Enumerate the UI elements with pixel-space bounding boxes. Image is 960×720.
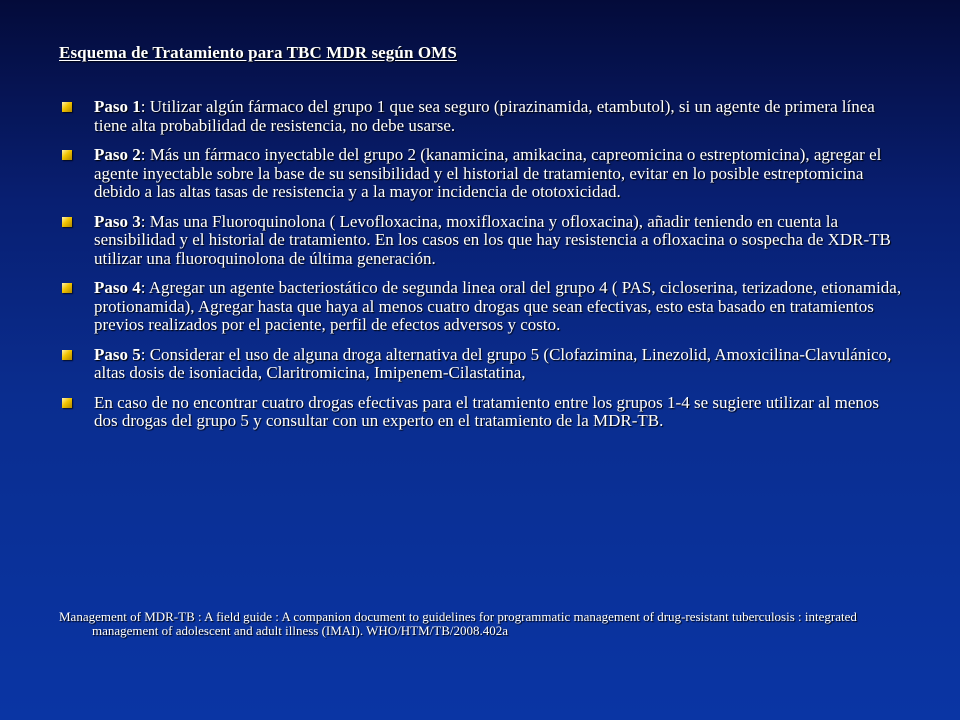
- list-item: [59, 279, 905, 335]
- step-label: Paso 5: [94, 344, 141, 364]
- list-item: [59, 98, 905, 135]
- list-item: [59, 394, 905, 431]
- slide-title: Esquema de Tratamiento para TBC MDR según OMS: [59, 43, 457, 62]
- square-bullet-icon: [62, 150, 72, 160]
- step-text: : Más un fármaco inyectable del grupo 2 (kanamicina, amikacina, capreomicina o estreptomicina), agregar el agente inyectable sobre la base de su sensibilidad y el historial de tratamiento, evitar en lo posible estreptomicina debido a las altas tasas de resistencia y a la mayor incidencia de ototoxicidad.: [94, 145, 882, 201]
- square-bullet-icon: [62, 217, 72, 227]
- step-text: : Agregar un agente bacteriostático de segunda linea oral del grupo 4 ( PAS, cicloserina, terizadone, etionamida, protionamida), Agregar hasta que haya al menos cuatro drogas que sean efectivas, esto esta basado en tratamientos previos realizados por el paciente, perfil de efectos adversos y costo.: [94, 278, 902, 334]
- square-bullet-icon: [62, 102, 72, 112]
- step-label: Paso 3: [94, 211, 141, 231]
- list-item: [59, 213, 905, 269]
- step-label: Paso 4: [94, 278, 141, 297]
- step-text: : Mas una Fluoroquinolona ( Levofloxacina, moxifloxacina y ofloxacina), añadir teniendo en cuenta la sensibilidad y el historial de tratamiento. En los casos en los que hay resistencia a ofloxacina o sospecha de XDR-TB utilizar una fluoroquinolona de última generación.: [94, 211, 891, 268]
- step-text: : Utilizar algún fármaco del grupo 1 que sea seguro (pirazinamida, etambutol), si un agente de primera línea tiene alta probabilidad de resistencia, no debe usarse.: [94, 97, 875, 135]
- step-text: En caso de no encontrar cuatro drogas efectivas para el tratamiento entre los grupos 1-4 se sugiere utilizar al menos dos drogas del grupo 5 y consultar con un experto en el tratamiento de la MDR-TB.: [94, 392, 880, 430]
- square-bullet-icon: [62, 350, 72, 360]
- square-bullet-icon: [62, 283, 72, 293]
- step-label: Paso 1: [94, 97, 141, 116]
- list-item: [59, 146, 905, 202]
- bullet-list: [59, 98, 905, 442]
- reference-footnote: [59, 610, 899, 638]
- step-label: Paso 2: [94, 145, 141, 164]
- square-bullet-icon: [62, 398, 72, 408]
- footnote-text: Management of MDR-TB : A field guide : A companion document to guidelines for programmatic management of drug-resistant tuberculosis : integrated management of adolescent and adult illness (IMAI). WHO/HTM/TB/2008.402a: [59, 609, 857, 638]
- step-text: : Considerar el uso de alguna droga alternativa del grupo 5 (Clofazimina, Linezolid, Amoxicilina-Clavulánico, altas dosis de isoniacida, Claritromicina, Imipenem-Cilastatina,: [94, 344, 892, 382]
- list-item: [59, 346, 905, 383]
